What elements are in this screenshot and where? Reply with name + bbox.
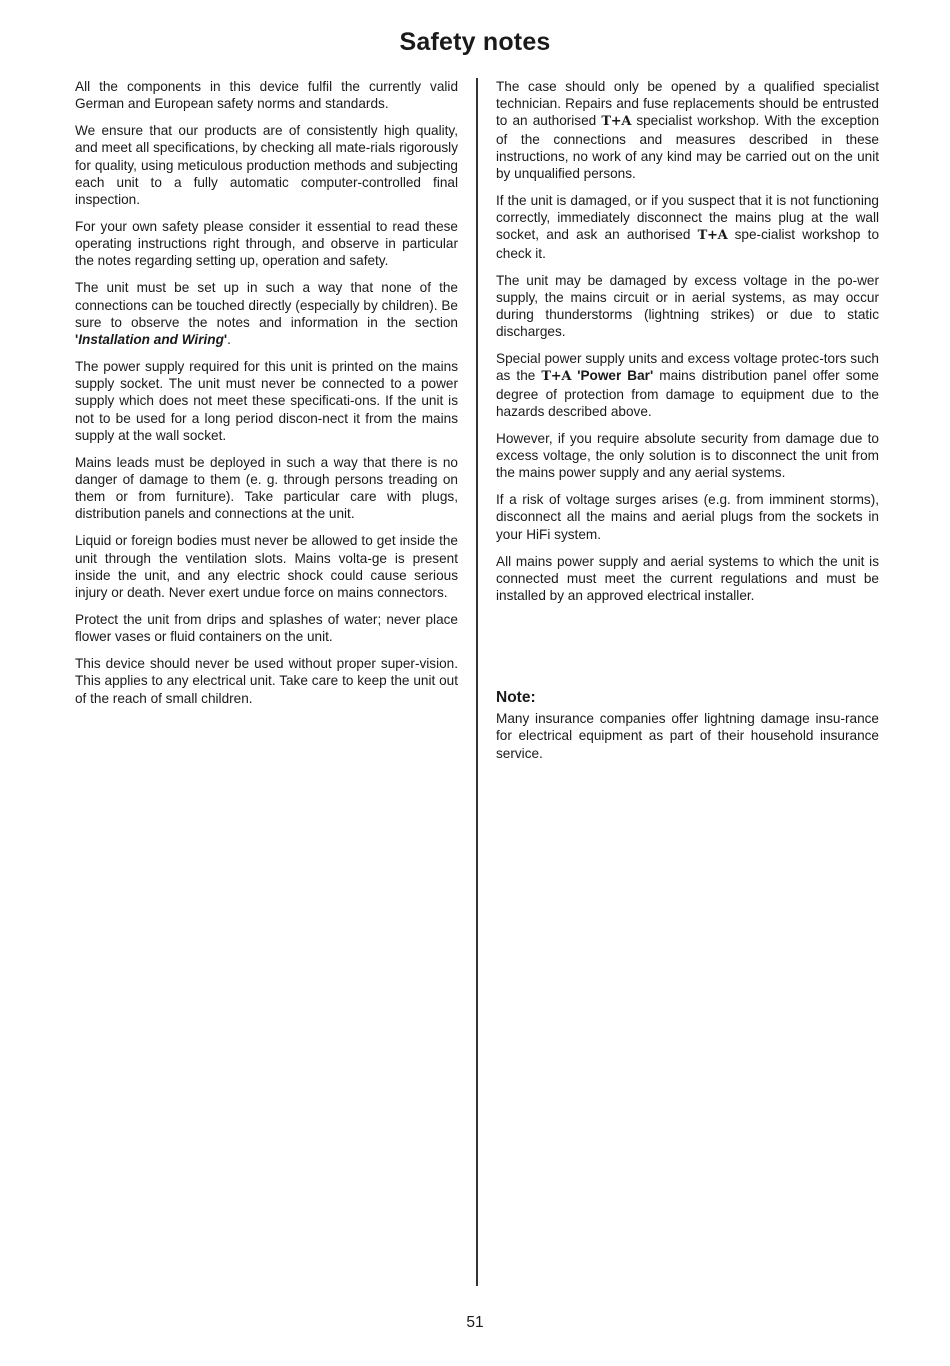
paragraph-water: Protect the unit from drips and splashes of water; never place flower vases or fluid containers on the unit. [75,612,458,645]
note-heading: Note: [496,689,536,706]
right-column [496,78,879,614]
paragraph-power-bar [496,350,879,420]
note-text: Many insurance companies offer lightning damage insu-rance for electrical equipment as part of their household insurance service. [496,711,879,761]
page-number: 51 [466,1314,484,1331]
paragraph-absolute-security: However, if you require absolute security from damage due to excess voltage, the only solution is to disconnect the unit from the mains power supply and any aerial systems. [496,430,879,481]
brand-logo: T+A [697,228,728,244]
damage-text-after: spe-cialist workshop to check it. [496,227,880,261]
product-name: 'Power Bar' [577,368,654,384]
paragraph-setup: The unit must be set up in such a way that none of the connections can be touched directly (especially by children). Be sure to observe the notes and information in the section 'Installation and Wiring'. [75,280,458,348]
paragraph-liquids: Liquid or foreign bodies must never be allowed to get inside the unit through the ventilation slots. Mains volta-ge is present inside the unit, and any electric shock could cause serious injury or death. Never exert undue force on mains connectors. [75,533,458,601]
brand-logo: T+A [541,369,572,385]
paragraph-mains-leads: Mains leads must be deployed in such a way that there is no danger of damage to them (e. g. through persons treading on them or from furniture). Take particular care with plugs, distribution panels and connections at the unit. [75,454,458,522]
page-title: Safety notes [399,28,551,56]
left-column [75,78,458,717]
paragraph-excess-voltage: The unit may be damaged by excess voltage in the po-wer supply, the mains circuit or in aerial systems, as may occur during thunderstorms (lightning strikes) or due to static discharges. [496,272,879,340]
damage-text-before: If the unit is damaged, or if you suspect that it is not functioning correctly, immediately disconnect the mains plug at the wall socket, and ask an authorised [496,193,879,243]
paragraph-power-supply: The power supply required for this unit is printed on the mains supply socket. The unit must never be connected to a power supply which does not meet these specificati-ons. If the unit is not to be used for a long period discon-nect it from the mains supply at the wall socket. [75,359,458,443]
note-section [496,689,879,762]
powerbar-text-before: Special power supply units and excess voltage protec-tors such as the [496,351,879,384]
paragraph-damage [496,192,879,262]
paragraph-compliance: All the components in this device fulfil the currently valid German and European safety norms and standards. [75,79,458,112]
section-reference: Installation and Wiring [78,332,224,348]
paragraph-supervision: This device should never be used without proper super-vision. This applies to any electrical unit. Take care to keep the unit out of the reach of small children. [75,656,458,706]
setup-text: The unit must be set up in such a way that none of the connections can be touched directly (especially by children). Be sure to observe the notes and information in the section [75,280,458,330]
paragraph-voltage-surges: If a risk of voltage surges arises (e.g. from imminent storms), disconnect all the mains and aerial plugs from the sockets in your HiFi system. [496,492,879,542]
case-text-before: The case should only be opened by a qualified specialist technician. Repairs and fuse replacements should be entrusted to an authorised [496,79,879,129]
column-divider [476,78,478,1286]
paragraph-case-opening [496,78,879,182]
powerbar-text-after: mains distribution panel offer some degree of protection from damage to equipment due to the hazards described above. [496,368,879,419]
paragraph-read-instructions: For your own safety please consider it essential to read these operating instructions right through, and observe in particular the notes regarding setting up, operation and safety. [75,219,458,269]
brand-logo: T+A [601,114,632,130]
paragraph-quality: We ensure that our products are of consistently high quality, and meet all specifications, by checking all mate-rials rigorously for quality, using meticulous production methods and subjecting each unit to a fully automatic computer-controlled final inspection. [75,123,458,208]
case-text-after: specialist workshop. With the exception of the connections and measures described in these instructions, no work of any kind may be carried out on the unit by unqualified persons. [496,113,880,182]
paragraph-installation-regulations: All mains power supply and aerial systems to which the unit is connected must meet the current regulations and must be installed by an approved electrical installer. [496,553,879,604]
